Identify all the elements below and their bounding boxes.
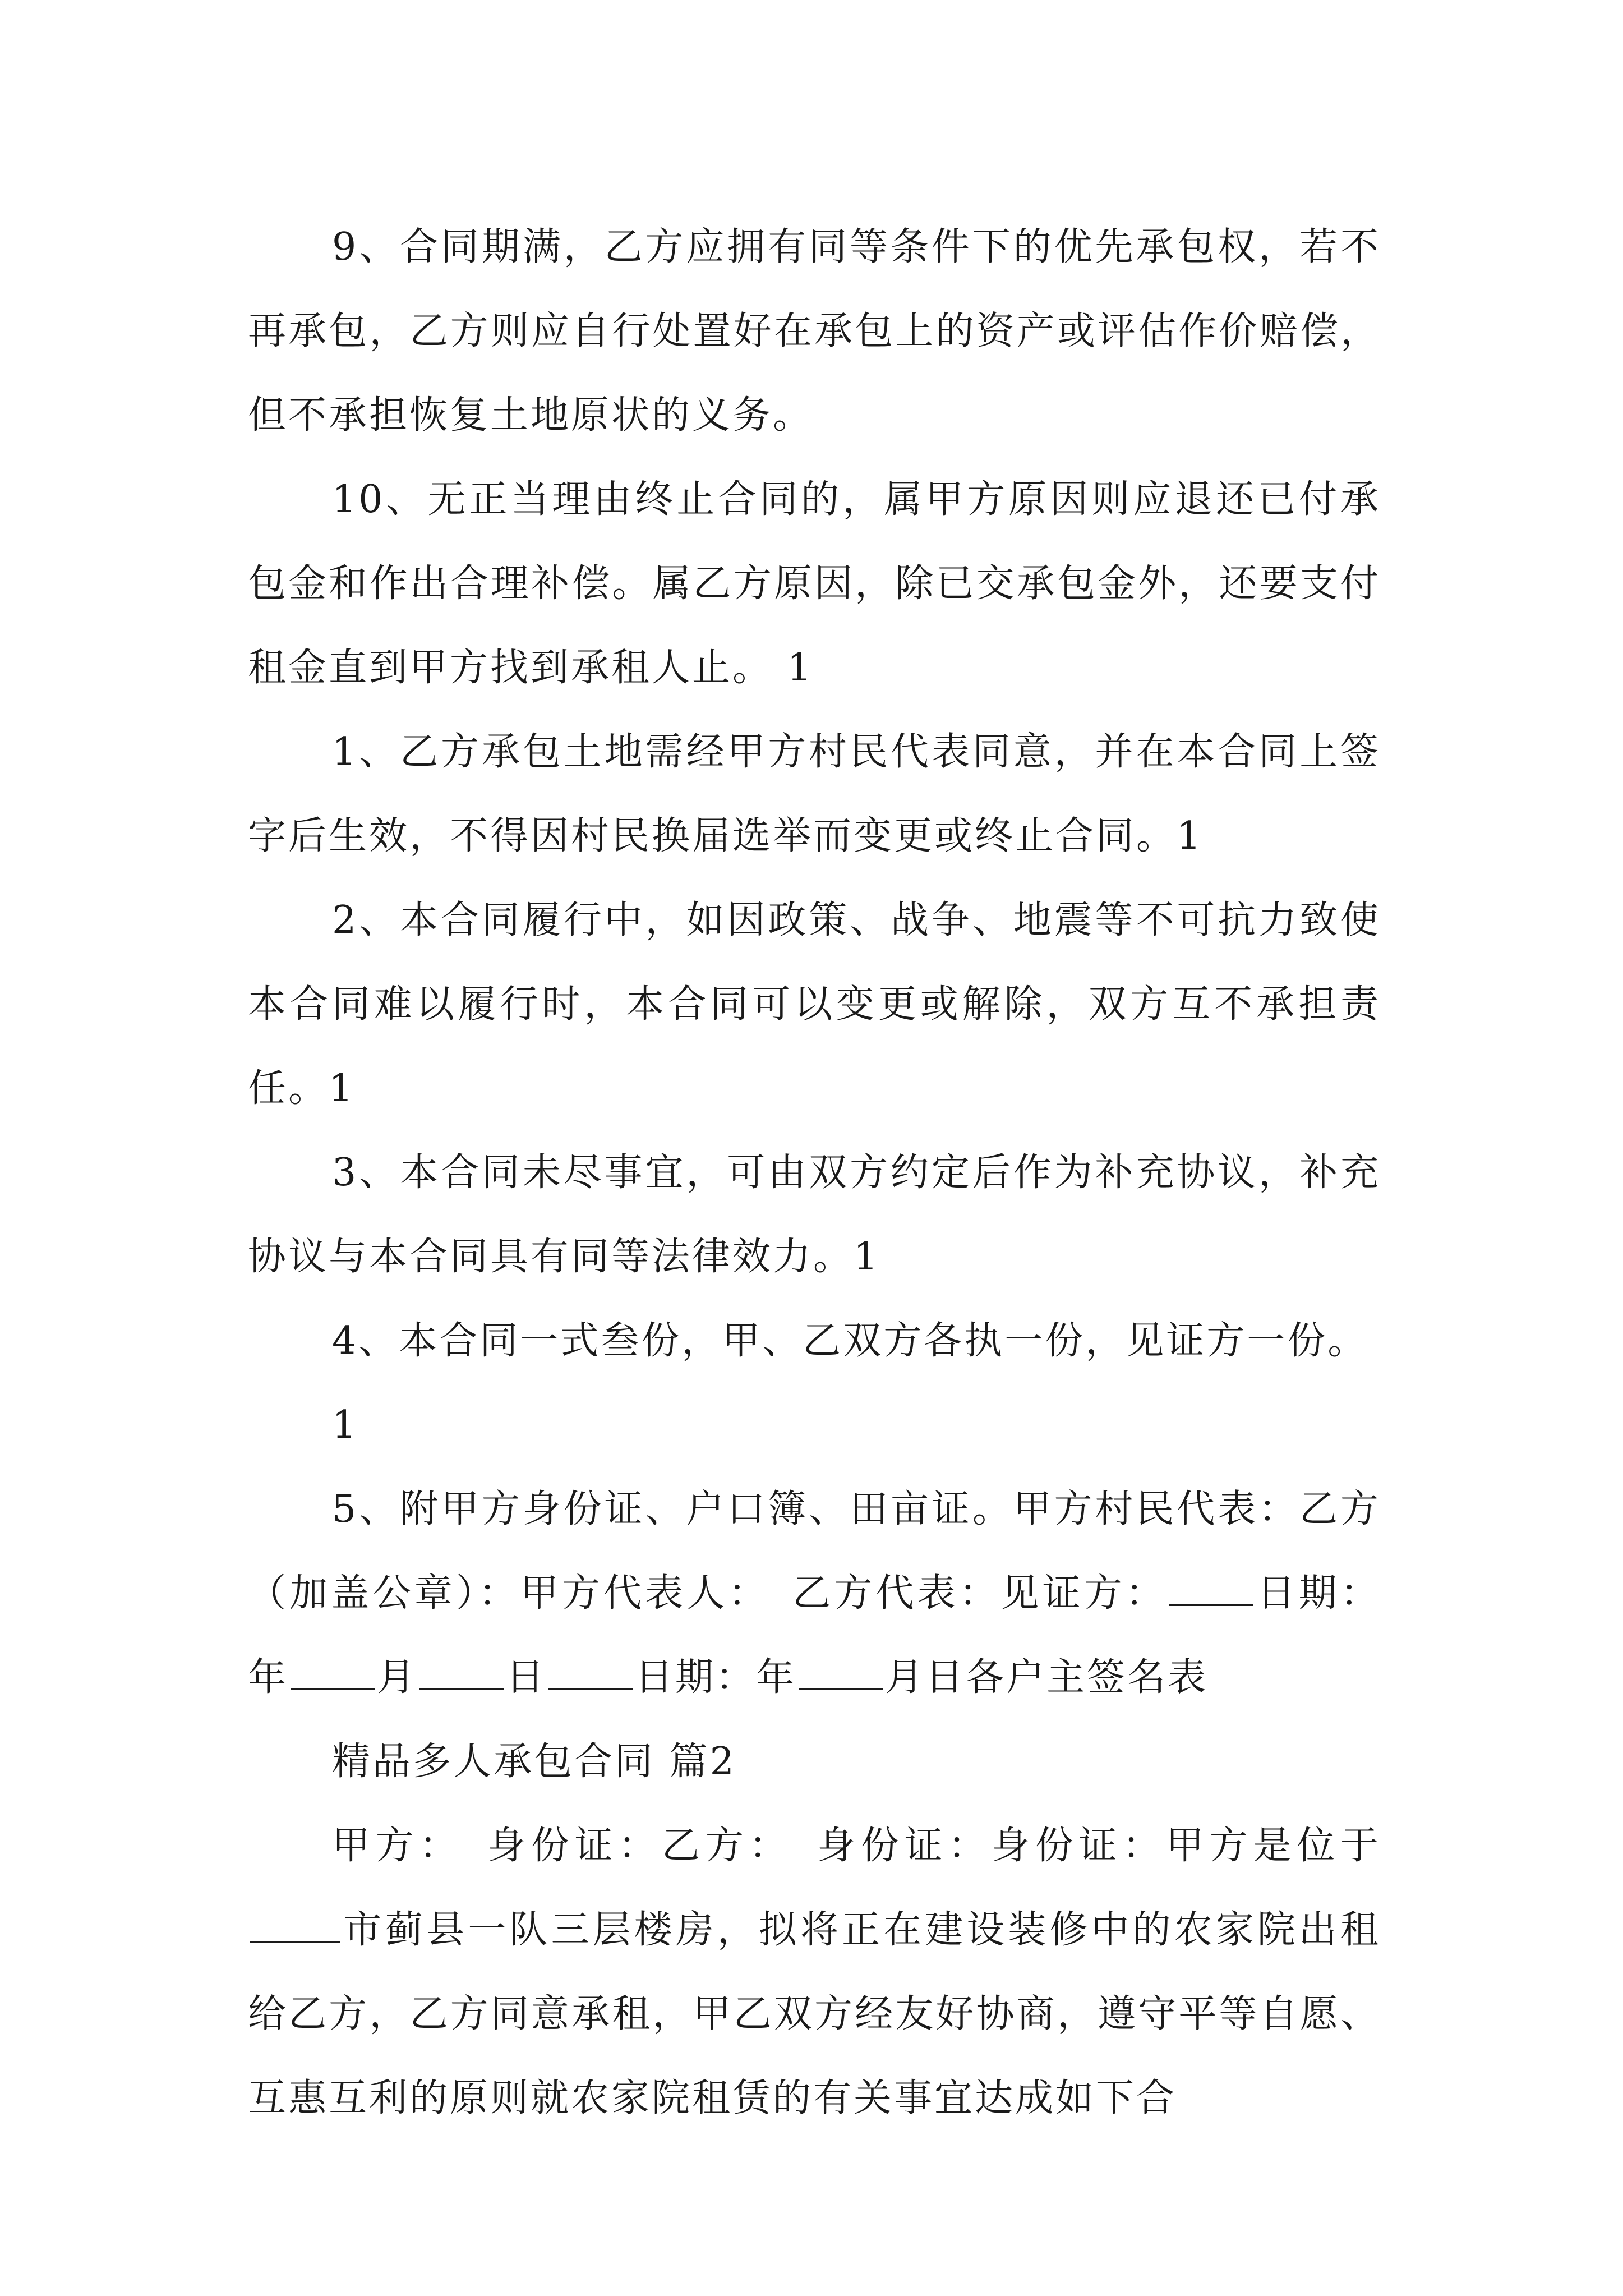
signature-line-text: 5、附甲方身份证、户口簿、田亩证。甲方村民代表：乙方（加盖公章）：甲方代表人： 乙方代表：见证方：	[248, 1487, 1381, 1616]
page-number-fragment: 1	[332, 1403, 359, 1447]
clause-9: 9、合同期满，乙方应拥有同等条件下的优先承包权，若不再承包，乙方则应自行处置好在承包上的资产或评估作价赔偿，但不承担恢复土地原状的义务。	[248, 225, 1381, 438]
day-blank	[548, 1650, 633, 1690]
city-blank	[250, 1903, 340, 1943]
clause-1: 1、乙方承包土地需经甲方村民代表同意，并在本合同上签字后生效，不得因村民换届选举而变更或终止合同。1	[248, 730, 1381, 858]
section-title: 精品多人承包合同 篇2	[332, 1740, 736, 1784]
witness-blank	[1169, 1566, 1253, 1606]
document-body	[248, 205, 1381, 2141]
signature-tail: 月日各户主签名表	[885, 1655, 1209, 1700]
signature-block	[248, 1467, 1381, 1720]
clause-4: 4、本合同一式叁份，甲、乙双方各执一份，见证方一份。	[332, 1319, 1368, 1363]
year-blank-2	[799, 1650, 883, 1690]
month-blank	[419, 1650, 504, 1690]
intro-part-2: 市蓟县一队三层楼房，拟将正在建设装修中的农家院出租给乙方，乙方同意承租，甲乙双方经友好协商，遵守平等自愿、互惠互利的原则就农家院租赁的有关事宜达成如下合	[248, 1908, 1381, 2120]
month-label: 月	[377, 1655, 418, 1700]
date-label-1: 日期：年	[248, 1571, 1381, 1700]
intro-paragraph	[248, 1804, 1381, 2141]
year-blank-1	[291, 1650, 375, 1690]
clause-2: 2、本合同履行中，如因政策、战争、地震等不可抗力致使本合同难以履行时，本合同可以变更或解除，双方互不承担责任。1	[248, 898, 1381, 1111]
clause-3: 3、本合同未尽事宜，可由双方约定后作为补充协议，补充协议与本合同具有同等法律效力。1	[248, 1151, 1381, 1279]
day-label: 日	[506, 1655, 547, 1700]
intro-part-1: 甲方： 身份证：乙方： 身份证：身份证：甲方是位于	[332, 1824, 1381, 1868]
date-label-2: 日期：年	[635, 1655, 797, 1700]
clause-10: 10、无正当理由终止合同的，属甲方原因则应退还已付承包金和作出合理补偿。属乙方原因，除已交承包金外，还要支付租金直到甲方找到承租人止。 1	[248, 477, 1381, 690]
